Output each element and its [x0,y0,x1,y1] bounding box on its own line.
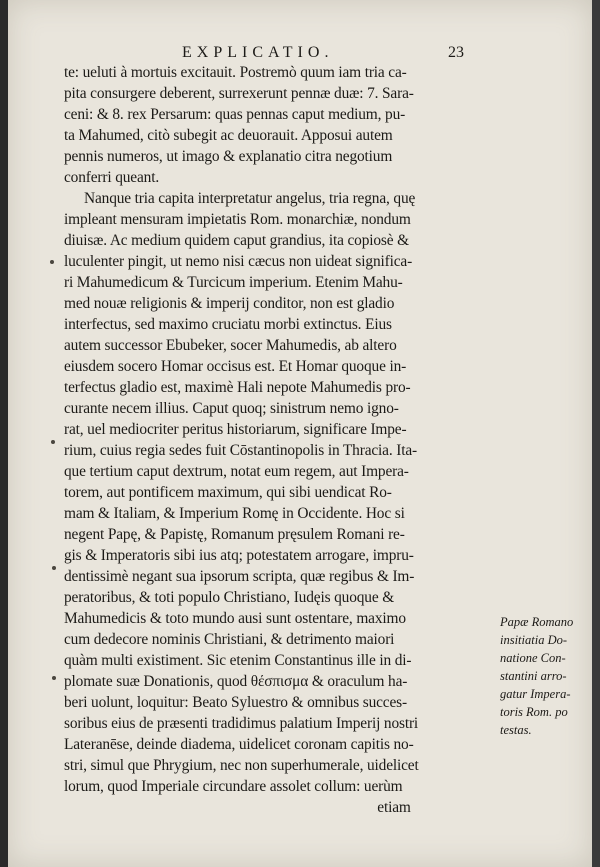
text-line: rium, cuius regia sedes fuit Cōstantinopolis in Thracia. Ita- [64,442,418,459]
text-line: torem, aut pontificem maximum, qui sibi uendicat Ro- [64,484,392,501]
text-line: ta Mahumed, citò subegit ac deuorauit. Apposui autem [64,127,393,144]
text-line: rat, uel mediocriter peritus historiarum, significare Impe- [64,421,407,438]
ink-speck [52,566,56,570]
text-line: interfectus, sed maximo cruciatu morbi extinctus. Eius [64,316,392,333]
text-line: terfectus gladio est, maximè Hali nepote Mahumedis pro- [64,379,411,396]
marginal-note-line: toris Rom. po [500,705,568,719]
text-line: autem successor Ebubeker, socer Mahumedis, ab altero [64,337,397,354]
text-line: mam & Italiam, & Imperium Romę in Occidente. Hoc si [64,505,405,522]
text-line: te: ueluti à mortuis excitauit. Postremò quum iam tria ca- [64,64,407,81]
text-line: conferri queant. [64,169,160,186]
marginal-note [500,613,590,739]
text-line: luculenter pingit, ut nemo nisi cæcus non uideat significa- [64,253,413,270]
text-line: plomate suæ Donationis, quod θέσπισμα & oraculum ha- [64,673,408,690]
text-line: lorum, quod Imperiale circundare assolet collum: uerùm [64,778,403,795]
text-line: peratoribus, & toti populo Christiano, Iudęis quoque & [64,589,395,606]
marginal-note-line: Papæ Romano [500,615,574,629]
text-line: quàm multi existiment. Sic etenim Constantinus ille in di- [64,652,412,669]
page-number: 23 [448,44,464,61]
marginal-note-line: natione Con- [500,651,566,665]
text-line: impleant mensuram impietatis Rom. monarchiæ, nondum [64,211,411,228]
text-line: eiusdem socero Homar occisus est. Et Homar quoque in- [64,358,407,375]
text-line: med nouæ religionis & imperij conditor, non est gladio [64,295,395,312]
marginal-note-line: gatur Impera- [500,687,571,701]
text-line: soribus eius de præsenti tradidimus palatium Imperij nostri [64,715,419,732]
text-line: Lateranēse, deinde diadema, uidelicet coronam capitis no- [64,736,414,753]
scan-edge-left [0,0,8,867]
marginal-note-line: stantini arro- [500,669,567,683]
text-line: Nanque tria capita interpretatur angelus, tria regna, quę [84,190,416,207]
text-line: ri Mahumedicum & Turcicum imperium. Etenim Mahu- [64,274,403,291]
marginal-note-line: testas. [500,723,532,737]
text-line: pennis numeros, ut imago & explanatio citra negotium [64,148,393,165]
book-page [8,0,592,867]
text-line: curante necem illius. Caput quoq; sinistrum nemo igno- [64,400,399,417]
marginal-note-line: insitiatia Do- [500,633,568,647]
ink-speck [50,260,54,264]
text-line: ceni: & 8. rex Persarum: quas pennas caput medium, pu- [64,106,406,123]
text-line: diuisæ. Ac medium quidem caput grandius, ita copiosè & [64,232,409,249]
text-line: beri uolunt, loquitur: Beato Syluestro & omnibus succes- [64,694,407,711]
body-text [64,62,474,818]
running-head: EXPLICATIO. [182,44,334,61]
text-line: pita consurgere deberent, surrexerunt pennæ duæ: 7. Sara- [64,85,414,102]
text-line: negent Papę, & Papistę, Romanum pręsulem Romani re- [64,526,405,543]
text-line: dentissimè negant sua ipsorum scripta, quæ regibus & Im- [64,568,415,585]
text-line: stri, simul que Phrygium, nec non superhumerale, uidelicet [64,757,419,774]
text-line: que tertium caput dextrum, notat eum regem, aut Impera- [64,463,409,480]
scan-edge-right [592,0,600,867]
catchword: etiam [377,799,411,816]
text-line: gis & Imperatoris sibi ius atq; potestatem arrogare, impru- [64,547,414,564]
text-line: Mahumedicis & toto mundo ausi sunt ostentare, maximo [64,610,406,627]
text-line: cum dedecore nominis Christiani, & detrimento maiori [64,631,395,648]
ink-speck [51,440,55,444]
ink-speck [52,676,56,680]
